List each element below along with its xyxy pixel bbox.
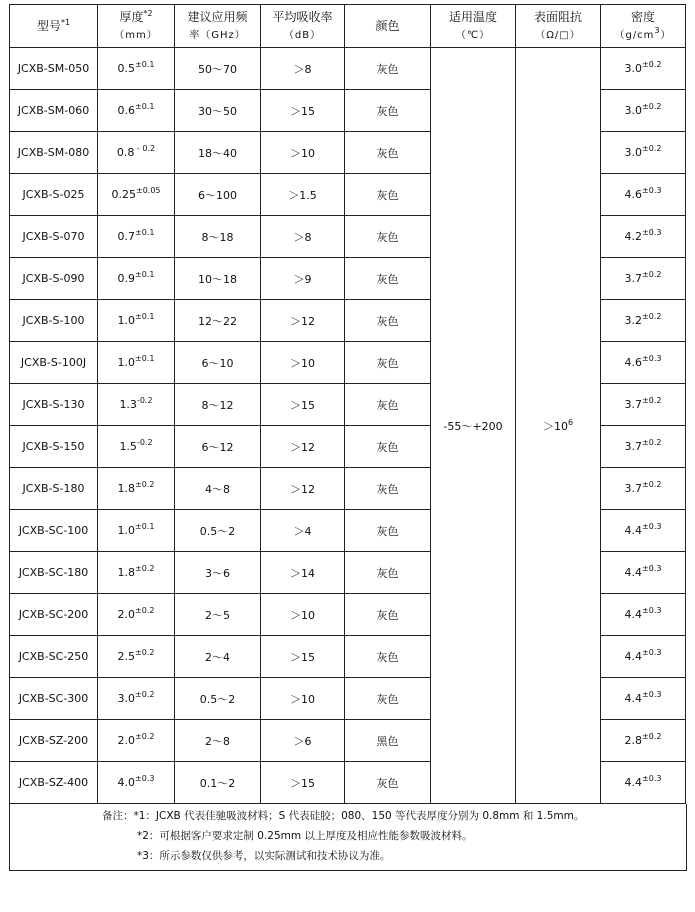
model-cell (10, 720, 98, 762)
model-cell (10, 174, 98, 216)
thickness-cell (98, 426, 175, 468)
thickness-value: 1.0 (117, 314, 136, 327)
temperature-cell (431, 48, 516, 804)
color-cell (345, 48, 431, 90)
absorption-value: ＞12 (290, 482, 315, 496)
thickness-tolerance: ±0.05 (135, 186, 161, 195)
notes-row (10, 804, 687, 871)
color-cell (345, 552, 431, 594)
density-tolerance: ±0.3 (642, 564, 662, 573)
frequency-cell (175, 426, 261, 468)
frequency-value: 10～18 (198, 272, 237, 286)
thickness-tolerance: - 0.2 (134, 144, 156, 153)
density-tolerance: ±0.2 (642, 732, 662, 741)
note-2: *2：可根据客户要求定制 0.25mm 以上厚度及相应性能参数吸波材料。 (137, 830, 473, 842)
absorption-cell (261, 720, 345, 762)
header-thickness-unit: （mm） (114, 29, 158, 41)
density-tolerance: ±0.2 (642, 60, 662, 69)
density-tolerance: ±0.3 (642, 228, 662, 237)
absorption-value: ＞10 (290, 146, 315, 160)
density-value: 4.2 (624, 230, 643, 243)
absorption-cell (261, 636, 345, 678)
model-cell (10, 552, 98, 594)
color-value: 灰色 (376, 482, 399, 496)
density-cell (601, 132, 686, 174)
absorption-cell (261, 468, 345, 510)
density-cell (601, 174, 686, 216)
absorption-cell (261, 174, 345, 216)
model-cell (10, 426, 98, 468)
density-value: 4.4 (624, 650, 643, 663)
density-cell (601, 552, 686, 594)
model-value: JCXB-SM-050 (17, 62, 90, 75)
thickness-tolerance: ±0.2 (135, 690, 155, 699)
absorption-cell (261, 300, 345, 342)
model-value: JCXB-SZ-200 (18, 734, 89, 747)
density-value: 4.4 (624, 608, 643, 621)
frequency-value: 0.5～2 (199, 692, 236, 706)
density-tolerance: ±0.3 (642, 690, 662, 699)
density-value: 3.0 (624, 146, 643, 159)
absorption-value: ＞8 (293, 230, 312, 244)
header-absorption-label: 平均吸收率 (272, 9, 333, 24)
density-tolerance: ±0.3 (642, 606, 662, 615)
density-tolerance: ±0.3 (642, 522, 662, 531)
thickness-cell (98, 48, 175, 90)
frequency-cell (175, 678, 261, 720)
color-cell (345, 216, 431, 258)
color-cell (345, 720, 431, 762)
frequency-value: 30～50 (198, 104, 237, 118)
header-absorption (261, 5, 345, 48)
frequency-cell (175, 594, 261, 636)
density-tolerance: ±0.2 (642, 438, 662, 447)
resistance-exponent: 6 (567, 417, 574, 427)
header-density (601, 5, 686, 48)
density-tolerance: ±0.2 (642, 312, 662, 321)
color-value: 灰色 (376, 188, 399, 202)
thickness-cell (98, 216, 175, 258)
model-cell (10, 510, 98, 552)
notes-cell (10, 804, 687, 871)
model-cell (10, 594, 98, 636)
frequency-value: 3～6 (205, 566, 230, 580)
header-frequency-line1: 建议应用频 (187, 9, 248, 24)
thickness-tolerance: ±0.2 (135, 564, 155, 573)
thickness-cell (98, 678, 175, 720)
density-cell (601, 678, 686, 720)
frequency-value: 6～10 (201, 356, 234, 370)
temperature-value: -55～+200 (443, 419, 503, 433)
color-value: 灰色 (376, 104, 399, 118)
model-cell (10, 90, 98, 132)
frequency-value: 2～8 (205, 734, 230, 748)
absorption-value: ＞8 (293, 62, 312, 76)
header-model-label: 型号 (36, 18, 61, 33)
thickness-value: 0.8 (116, 146, 135, 159)
thickness-tolerance: ±0.3 (135, 774, 155, 783)
frequency-value: 6～12 (201, 440, 234, 454)
note-3: *3：所示参数仅供参考，以实际测试和技术协议为准。 (137, 850, 391, 862)
frequency-value: 8～12 (201, 398, 234, 412)
frequency-cell (175, 552, 261, 594)
model-value: JCXB-S-100 (22, 314, 85, 327)
color-value: 灰色 (376, 62, 399, 76)
model-cell (10, 468, 98, 510)
header-density-unit-text: （g/cm (614, 29, 655, 41)
thickness-tolerance: ±0.1 (135, 270, 155, 279)
color-value: 灰色 (376, 776, 399, 790)
header-density-unit-close: ） (660, 29, 672, 41)
color-cell (345, 90, 431, 132)
color-value: 灰色 (376, 356, 399, 370)
frequency-cell (175, 300, 261, 342)
color-value: 灰色 (376, 524, 399, 538)
color-value: 灰色 (376, 272, 399, 286)
thickness-cell (98, 594, 175, 636)
footnote-mark-1: *1 (60, 17, 71, 27)
header-temperature-unit: （℃） (455, 29, 491, 41)
frequency-value: 2～5 (205, 608, 230, 622)
thickness-cell (98, 342, 175, 384)
density-value: 4.6 (624, 188, 643, 201)
density-tolerance: ±0.2 (642, 480, 662, 489)
color-value: 黑色 (376, 734, 399, 748)
model-cell (10, 342, 98, 384)
thickness-tolerance: ±0.1 (135, 354, 155, 363)
density-tolerance: ±0.2 (642, 396, 662, 405)
density-cell (601, 510, 686, 552)
model-value: JCXB-S-130 (22, 398, 85, 411)
absorption-value: ＞14 (290, 566, 315, 580)
model-value: JCXB-SC-100 (18, 524, 89, 537)
absorption-value: ＞4 (293, 524, 312, 538)
color-value: 灰色 (376, 440, 399, 454)
frequency-value: 8～18 (201, 230, 234, 244)
thickness-value: 2.0 (117, 734, 136, 747)
model-cell (10, 678, 98, 720)
model-cell (10, 762, 98, 804)
absorption-value: ＞12 (290, 440, 315, 454)
density-value: 4.4 (624, 566, 643, 579)
absorption-value: ＞15 (290, 398, 315, 412)
frequency-value: 12～22 (198, 314, 237, 328)
thickness-cell (98, 720, 175, 762)
header-temperature-label: 适用温度 (448, 9, 497, 24)
header-density-unit (614, 25, 672, 41)
model-cell (10, 636, 98, 678)
color-value: 灰色 (376, 146, 399, 160)
frequency-cell (175, 468, 261, 510)
spec-sheet (9, 4, 685, 873)
thickness-cell (98, 258, 175, 300)
absorption-cell (261, 258, 345, 300)
absorption-cell (261, 48, 345, 90)
thickness-tolerance: ±0.1 (135, 522, 155, 531)
density-cell (601, 468, 686, 510)
density-value: 3.7 (624, 272, 643, 285)
absorption-cell (261, 216, 345, 258)
frequency-cell (175, 258, 261, 300)
density-cell (601, 216, 686, 258)
color-value: 灰色 (376, 608, 399, 622)
color-cell (345, 762, 431, 804)
thickness-tolerance: ±0.1 (135, 60, 155, 69)
model-cell (10, 300, 98, 342)
color-cell (345, 468, 431, 510)
absorption-cell (261, 594, 345, 636)
color-cell (345, 174, 431, 216)
thickness-value: 0.9 (117, 272, 136, 285)
absorption-value: ＞6 (293, 734, 312, 748)
thickness-value: 0.25 (111, 188, 136, 201)
frequency-value: 18～40 (198, 146, 237, 160)
thickness-value: 3.0 (117, 692, 136, 705)
header-absorption-unit: （dB） (283, 29, 322, 41)
density-value: 2.8 (624, 734, 643, 747)
frequency-value: 0.5～2 (199, 524, 236, 538)
absorption-value: ＞12 (290, 314, 315, 328)
color-cell (345, 636, 431, 678)
color-cell (345, 678, 431, 720)
absorption-cell (261, 384, 345, 426)
model-value: JCXB-S-180 (22, 482, 85, 495)
header-thickness-label: 厚度 (119, 9, 144, 24)
frequency-cell (175, 720, 261, 762)
header-frequency (175, 5, 261, 48)
color-value: 灰色 (376, 566, 399, 580)
thickness-tolerance: ±0.1 (135, 228, 155, 237)
density-value: 4.4 (624, 776, 643, 789)
density-cell (601, 384, 686, 426)
thickness-cell (98, 510, 175, 552)
frequency-cell (175, 90, 261, 132)
header-resistance-unit: （Ω/□） (535, 29, 581, 41)
absorption-cell (261, 552, 345, 594)
density-tolerance: ±0.2 (642, 144, 662, 153)
absorption-cell (261, 678, 345, 720)
density-tolerance: ±0.2 (642, 102, 662, 111)
color-cell (345, 426, 431, 468)
density-cell (601, 594, 686, 636)
absorption-value: ＞15 (290, 104, 315, 118)
thickness-tolerance: ±0.2 (135, 732, 155, 741)
thickness-cell (98, 90, 175, 132)
density-cell (601, 258, 686, 300)
density-value: 3.7 (624, 482, 643, 495)
header-resistance-label: 表面阻抗 (533, 9, 582, 24)
model-value: JCXB-S-025 (22, 188, 85, 201)
color-cell (345, 258, 431, 300)
thickness-value: 0.6 (117, 104, 136, 117)
notes-table (9, 804, 687, 871)
thickness-value: 1.0 (117, 524, 136, 537)
density-tolerance: ±0.2 (642, 270, 662, 279)
frequency-value: 4～8 (205, 482, 230, 496)
thickness-tolerance: ±0.2 (135, 480, 155, 489)
color-value: 灰色 (376, 230, 399, 244)
thickness-cell (98, 384, 175, 426)
absorber-spec-table (9, 4, 686, 804)
thickness-cell (98, 132, 175, 174)
model-value: JCXB-SC-200 (18, 608, 89, 621)
thickness-tolerance: ±0.1 (135, 312, 155, 321)
density-value: 3.7 (624, 440, 643, 453)
thickness-value: 0.5 (117, 62, 136, 75)
density-value: 3.0 (624, 62, 643, 75)
density-value: 3.0 (624, 104, 643, 117)
frequency-cell (175, 132, 261, 174)
color-cell (345, 342, 431, 384)
absorption-value: ＞15 (290, 776, 315, 790)
color-value: 灰色 (376, 650, 399, 664)
model-cell (10, 384, 98, 426)
thickness-tolerance: ±0.2 (135, 648, 155, 657)
header-row (10, 5, 686, 48)
frequency-value: 2～4 (205, 650, 230, 664)
model-value: JCXB-SC-300 (18, 692, 89, 705)
density-cell (601, 48, 686, 90)
density-tolerance: ±0.3 (642, 774, 662, 783)
color-cell (345, 132, 431, 174)
footnote-mark-2: *2 (143, 8, 153, 18)
header-model (10, 5, 98, 48)
frequency-cell (175, 216, 261, 258)
frequency-value: 50～70 (198, 62, 237, 76)
absorption-cell (261, 342, 345, 384)
thickness-tolerance: ±0.1 (135, 102, 155, 111)
thickness-value: 1.3 (119, 398, 137, 411)
model-cell (10, 216, 98, 258)
density-value: 4.6 (624, 356, 643, 369)
absorption-cell (261, 426, 345, 468)
model-value: JCXB-S-150 (22, 440, 85, 453)
absorption-value: ＞10 (290, 356, 315, 370)
color-cell (345, 300, 431, 342)
frequency-cell (175, 174, 261, 216)
frequency-cell (175, 636, 261, 678)
density-cell (601, 762, 686, 804)
thickness-value: 0.7 (117, 230, 136, 243)
absorption-cell (261, 762, 345, 804)
thickness-cell (98, 762, 175, 804)
model-value: JCXB-SC-250 (18, 650, 89, 663)
thickness-value: 1.8 (117, 482, 136, 495)
color-value: 灰色 (376, 692, 399, 706)
density-tolerance: ±0.3 (642, 648, 662, 657)
thickness-tolerance: ±0.2 (135, 606, 155, 615)
thickness-cell (98, 300, 175, 342)
density-value: 4.4 (624, 692, 643, 705)
header-color (345, 5, 431, 48)
model-value: JCXB-S-070 (22, 230, 85, 243)
color-cell (345, 510, 431, 552)
frequency-cell (175, 342, 261, 384)
thickness-cell (98, 174, 175, 216)
model-value: JCXB-S-100J (20, 356, 87, 369)
absorption-value: ＞10 (290, 608, 315, 622)
header-resistance (516, 5, 601, 48)
thickness-tolerance: -0.2 (136, 396, 153, 405)
absorption-value: ＞1.5 (288, 188, 317, 202)
thickness-value: 1.8 (117, 566, 136, 579)
header-color-label: 颜色 (375, 18, 400, 33)
frequency-value: 6～100 (198, 188, 237, 202)
resistance-value: ＞10 (542, 419, 568, 433)
density-cell (601, 90, 686, 132)
absorption-value: ＞15 (290, 650, 315, 664)
frequency-cell (175, 48, 261, 90)
color-cell (345, 384, 431, 426)
absorption-value: ＞10 (290, 692, 315, 706)
absorption-cell (261, 90, 345, 132)
frequency-value: 0.1～2 (199, 776, 236, 790)
density-cell (601, 636, 686, 678)
frequency-cell (175, 384, 261, 426)
density-cell (601, 720, 686, 762)
resistance-cell (516, 48, 601, 804)
absorption-cell (261, 510, 345, 552)
frequency-cell (175, 762, 261, 804)
model-cell (10, 258, 98, 300)
color-value: 灰色 (376, 314, 399, 328)
model-value: JCXB-SM-060 (17, 104, 90, 117)
header-temperature (431, 5, 516, 48)
header-density-unit-exp: 3 (654, 25, 661, 35)
model-value: JCXB-S-090 (22, 272, 85, 285)
density-tolerance: ±0.3 (642, 354, 662, 363)
color-cell (345, 594, 431, 636)
absorption-value: ＞9 (293, 272, 312, 286)
color-value: 灰色 (376, 398, 399, 412)
density-value: 3.2 (624, 314, 643, 327)
note-1: 备注：*1：JCXB 代表佳驰吸波材料；S 代表硅胶；080、150 等代表厚度分别为 0.8mm 和 1.5mm。 (102, 810, 585, 822)
thickness-value: 2.0 (117, 608, 136, 621)
model-cell (10, 132, 98, 174)
model-value: JCXB-SC-180 (18, 566, 89, 579)
density-value: 4.4 (624, 524, 643, 537)
model-value: JCXB-SM-080 (17, 146, 90, 159)
model-cell (10, 48, 98, 90)
frequency-cell (175, 510, 261, 552)
header-density-label: 密度 (630, 9, 655, 24)
header-thickness (98, 5, 175, 48)
thickness-cell (98, 636, 175, 678)
density-value: 3.7 (624, 398, 643, 411)
thickness-value: 2.5 (117, 650, 136, 663)
density-cell (601, 342, 686, 384)
density-tolerance: ±0.3 (642, 186, 662, 195)
thickness-tolerance: -0.2 (136, 438, 153, 447)
thickness-cell (98, 552, 175, 594)
model-value: JCXB-SZ-400 (18, 776, 89, 789)
density-cell (601, 426, 686, 468)
thickness-cell (98, 468, 175, 510)
absorption-cell (261, 132, 345, 174)
thickness-value: 4.0 (117, 776, 136, 789)
table-row (10, 48, 686, 90)
density-cell (601, 300, 686, 342)
thickness-value: 1.5 (119, 440, 137, 453)
header-frequency-line2: 率（GHz） (189, 29, 246, 41)
thickness-value: 1.0 (117, 356, 136, 369)
